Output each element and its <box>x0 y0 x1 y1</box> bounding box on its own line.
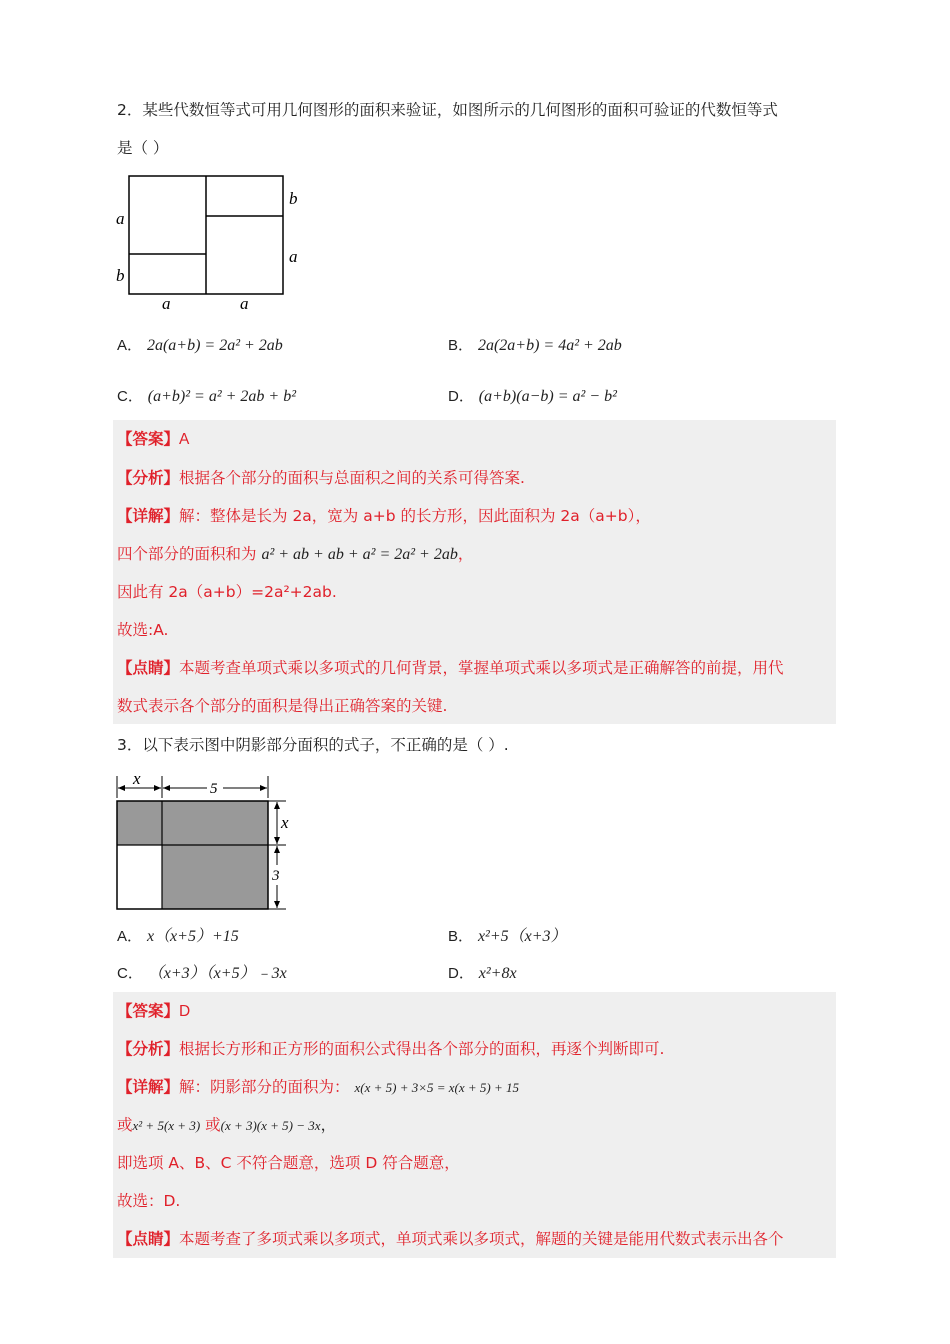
q2-answer: 【答案】A <box>117 430 190 448</box>
q2-stem-line1: 2．某些代数恒等式可用几何图形的面积来验证，如图所示的几何图形的面积可验证的代数恒等式 <box>117 101 778 119</box>
q2-option-b: B． 2a(2a+b) = 4a² + 2ab <box>448 337 622 354</box>
q3-option-b: B． x²+5（x+3） <box>448 928 567 945</box>
q3-answer: 【答案】D <box>117 1002 191 1020</box>
q2-label-right-bottom: a <box>289 247 298 266</box>
q3-detail-line3: 即选项 A、B、C 不符合题意，选项 D 符合题意， <box>117 1154 460 1172</box>
q3-detail-formula3: (x + 3)(x + 5) − 3x <box>220 1118 321 1133</box>
q2-option-a: A． 2a(a+b) = 2a² + 2ab <box>117 337 283 354</box>
q2-option-c: C． (a+b)² = a² + 2ab + b² <box>117 388 297 405</box>
q3-option-d-formula: x²+8x <box>478 965 517 982</box>
q2-label-right-top: b <box>289 189 298 208</box>
q2-detail-line2: 四个部分的面积和为 a² + ab + ab + a² = 2a² + 2ab， <box>117 545 474 563</box>
q2-detail-line1: 【详解】解：整体是长为 2a，宽为 a+b 的长方形，因此面积为 2a（a+b）， <box>117 507 651 525</box>
q2-option-a-formula: 2a(a+b) = 2a² + 2ab <box>146 337 283 354</box>
q3-option-a-formula: x（x+5）+15 <box>146 928 239 945</box>
q3-stem: 3．以下表示图中阴影部分面积的式子，不正确的是（ ）. <box>117 736 509 754</box>
q2-option-d-formula: (a+b)(a−b) = a² − b² <box>478 388 617 405</box>
q3-detail-line2: 或x² + 5(x + 3) 或(x + 3)(x + 5) − 3x， <box>117 1116 337 1134</box>
q3-label-right-3: 3 <box>272 868 280 884</box>
q3-detail-line4: 故选：D. <box>117 1192 181 1210</box>
q2-detail-formula: a² + ab + ab + a² = 2a² + 2ab <box>261 546 458 563</box>
q2-figure <box>110 170 310 315</box>
q3-detail-formula1: x(x + 5) + 3×5 = x(x + 5) + 15 <box>354 1080 519 1095</box>
q3-option-d: D． x²+8x <box>448 965 517 982</box>
q2-label-left-top: a <box>116 209 125 228</box>
q3-label-top-x: x <box>133 769 141 788</box>
q2-detail-line3: 因此有 2a（a+b）=2a²+2ab. <box>117 583 337 601</box>
q3-option-b-formula: x²+5（x+3） <box>477 928 567 945</box>
q3-option-c-formula: （x+3）（x+5）﹣3x <box>147 965 287 982</box>
q3-figure <box>110 768 300 913</box>
q3-detail-line1: 【详解】解：阴影部分的面积为： x(x + 5) + 3×5 = x(x + 5) + 15 <box>117 1078 519 1096</box>
q2-option-c-formula: (a+b)² = a² + 2ab + b² <box>147 388 297 405</box>
q3-option-c: C． （x+3）（x+5）﹣3x <box>117 965 287 982</box>
q2-detail-line4: 故选:A. <box>117 621 169 639</box>
q3-comment-line1: 【点睛】本题考查了多项式乘以多项式，单项式乘以多项式，解题的关键是能用代数式表示出各个 <box>117 1230 784 1248</box>
q3-analysis: 【分析】根据长方形和正方形的面积公式得出各个部分的面积，再逐个判断即可. <box>117 1040 665 1058</box>
q3-option-a: A． x（x+5）+15 <box>117 928 239 945</box>
q3-label-right-x: x <box>281 813 289 832</box>
q2-analysis: 【分析】根据各个部分的面积与总面积之间的关系可得答案. <box>117 469 525 487</box>
q2-comment-line2: 数式表示各个部分的面积是得出正确答案的关键. <box>117 697 448 715</box>
q2-stem-line2: 是（ ） <box>117 139 169 157</box>
q2-option-b-formula: 2a(2a+b) = 4a² + 2ab <box>477 337 622 354</box>
q2-label-left-bottom: b <box>116 266 125 285</box>
q2-comment-line1: 【点睛】本题考查单项式乘以多项式的几何背景，掌握单项式乘以多项式是正确解答的前提，用代 <box>117 659 784 677</box>
q2-label-bottom-right: a <box>240 294 249 313</box>
q2-option-d: D． (a+b)(a−b) = a² − b² <box>448 388 617 405</box>
q2-label-bottom-left: a <box>162 294 171 313</box>
q3-label-top-5: 5 <box>210 781 218 797</box>
q3-detail-formula2: x² + 5(x + 3) <box>132 1118 201 1133</box>
